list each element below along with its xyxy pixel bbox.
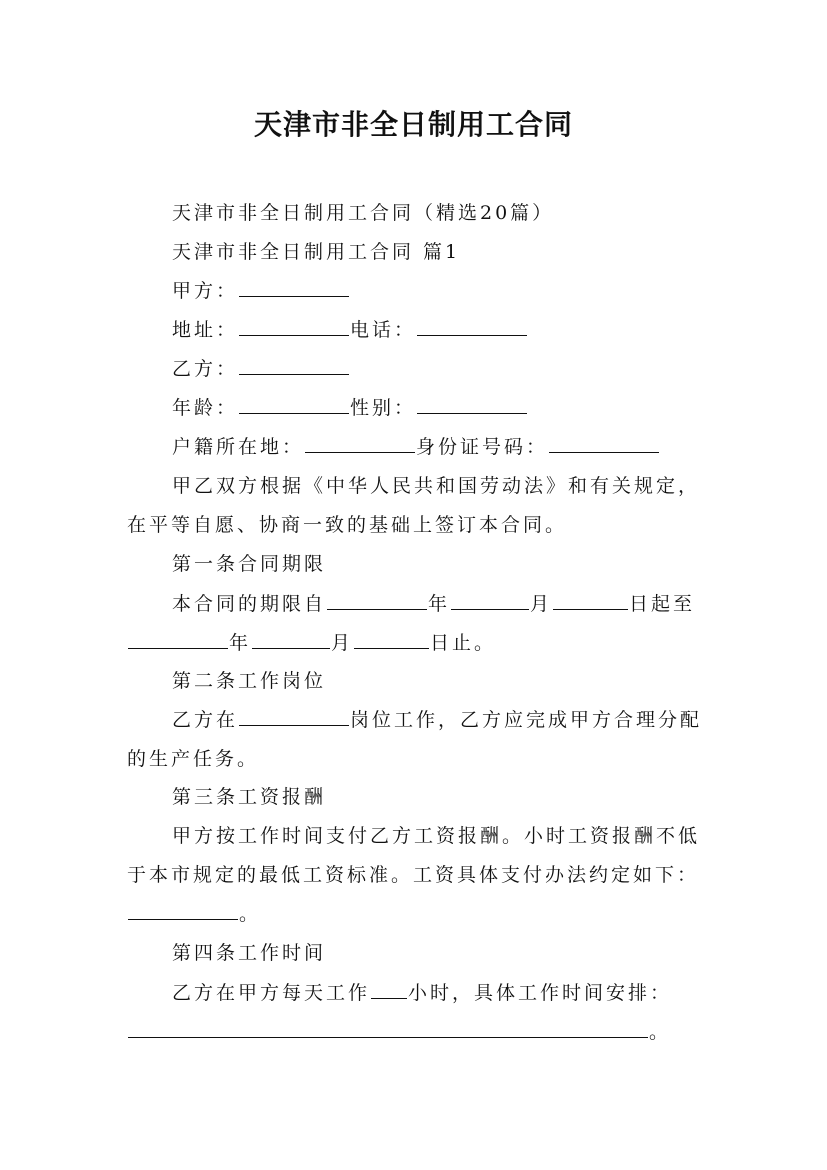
age-blank[interactable] [239,396,349,414]
subtitle: 天津市非全日制用工合同（精选20篇） [172,202,555,224]
period-mark: 。 [239,903,262,925]
intro-line-2: 在平等自愿、协商一致的基础上签订本合同。 [127,514,568,536]
article2-suffix: 岗位工作，乙方应完成甲方合理分配 [350,709,703,731]
period-mark-2: 。 [649,1021,672,1043]
start-day-blank[interactable] [553,592,628,610]
year-label: 年 [428,593,451,615]
party-a-blank[interactable] [239,279,349,297]
article2-line-1 [172,705,702,732]
article2-line-2: 的生产任务。 [127,748,260,770]
article4-suffix: 小时，具体工作时间安排： [408,982,673,1004]
end-day-blank[interactable] [354,631,429,649]
address-label: 地址： [172,319,239,341]
hukou-blank[interactable] [305,435,415,453]
article3-line-2: 于本市规定的最低工资标准。工资具体支付办法约定如下： [127,864,700,886]
age-label: 年龄： [172,397,239,419]
gender-label: 性别： [350,397,417,419]
party-a-label: 甲方： [172,280,239,302]
intro-line-1: 甲乙双方根据《中华人民共和国劳动法》和有关规定， [172,475,701,497]
party-b-label: 乙方： [172,358,239,380]
end-month-blank[interactable] [252,631,330,649]
article4-title: 第四条工作时间 [172,942,327,964]
document-title: 天津市非全日制用工合同 [253,108,573,141]
article1-line-1 [172,589,695,616]
payment-method-blank[interactable] [128,902,238,920]
article1-line-2 [127,628,496,655]
hukou-id-line [172,432,660,459]
hukou-label: 户籍所在地： [172,436,305,458]
id-label: 身份证号码： [416,436,549,458]
start-month-blank[interactable] [451,592,529,610]
position-blank[interactable] [239,708,349,726]
article4-line-2 [127,1017,671,1044]
end-year-blank[interactable] [128,631,228,649]
article3-line-1: 甲方按工作时间支付乙方工资报酬。小时工资报酬不低 [172,825,701,847]
id-blank[interactable] [549,435,659,453]
day-from-label: 日起至 [629,593,696,615]
address-blank[interactable] [239,318,349,336]
day-to-label: 日止。 [430,632,497,654]
article3-line-3 [127,899,261,926]
article4-prefix: 乙方在甲方每天工作 [172,982,371,1004]
party-b-line [172,354,350,381]
age-gender-line [172,393,528,420]
daily-hours-blank[interactable] [371,981,407,999]
phone-label: 电话： [350,319,417,341]
month-label: 月 [530,593,553,615]
article4-line-1 [172,978,672,1005]
article1-prefix: 本合同的期限自 [172,593,327,615]
article2-title: 第二条工作岗位 [172,670,327,692]
party-b-blank[interactable] [239,357,349,375]
start-year-blank[interactable] [327,592,427,610]
phone-blank[interactable] [417,318,527,336]
address-phone-line [172,315,528,342]
article3-title: 第三条工资报酬 [172,786,327,808]
work-schedule-blank[interactable] [128,1020,648,1038]
section-heading: 天津市非全日制用工合同 篇1 [172,241,461,263]
article1-title: 第一条合同期限 [172,553,327,575]
month-label-2: 月 [331,632,354,654]
gender-blank[interactable] [417,396,527,414]
year-label-2: 年 [229,632,252,654]
party-a-line [172,276,350,303]
article2-prefix: 乙方在 [172,709,239,731]
